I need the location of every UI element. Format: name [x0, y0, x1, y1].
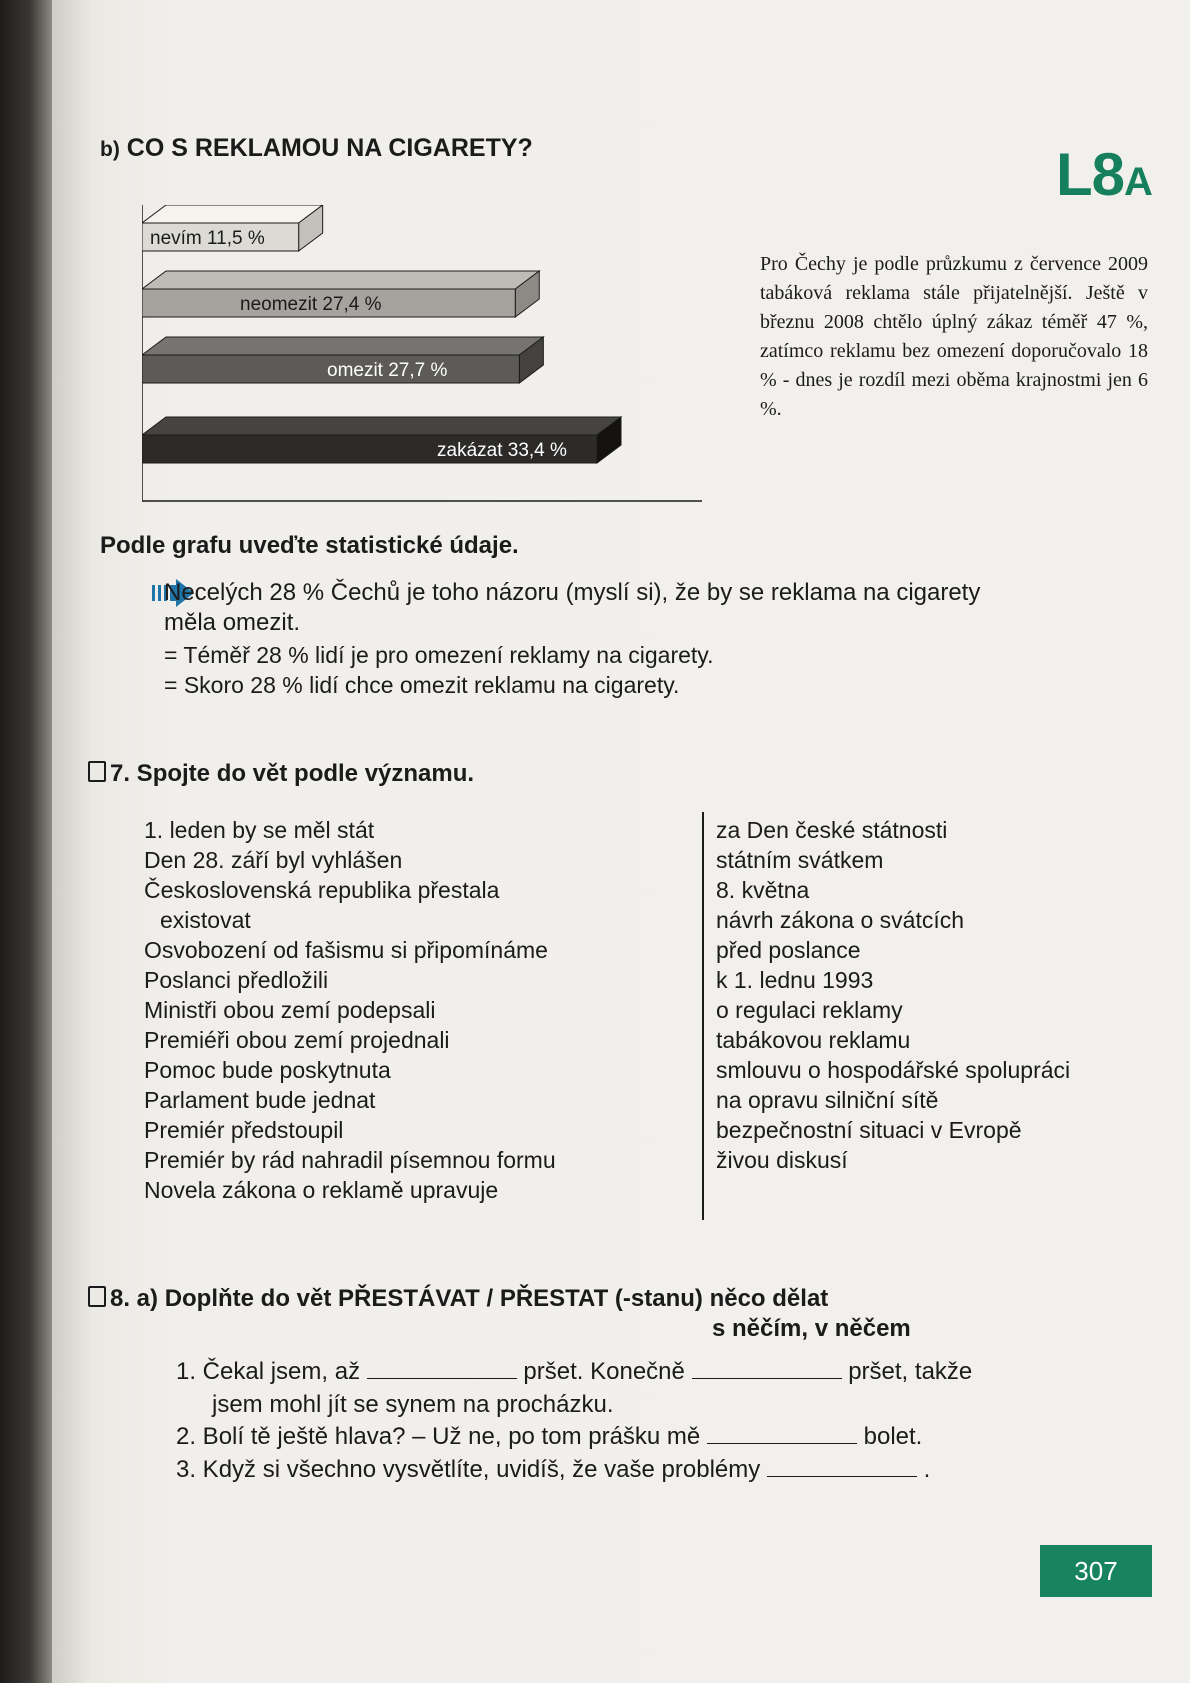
- bar-label: nevím 11,5 %: [150, 228, 265, 249]
- example-alt-1: = Téměř 28 % lidí je pro omezení reklamy na cigarety.: [164, 642, 714, 668]
- example-alt-2: = Skoro 28 % lidí chce omezit reklamu na cigarety.: [164, 672, 680, 698]
- left-item: Poslanci předložili: [144, 967, 329, 993]
- task-7-title: 7. Spojte do vět podle významu.: [88, 760, 474, 788]
- right-item: bezpečnostní situaci v Evropě: [716, 1117, 1022, 1143]
- right-item: o regulaci reklamy: [716, 997, 903, 1023]
- right-item: před poslance: [716, 937, 861, 963]
- lesson-tag: L8A: [1056, 141, 1152, 208]
- right-item: za Den české státnosti: [716, 817, 948, 843]
- left-item: 1. leden by se měl stát: [144, 817, 375, 843]
- bar-chart: [142, 205, 702, 505]
- left-item: existovat: [160, 907, 251, 933]
- checkbox-icon: [88, 761, 106, 782]
- answer-blank[interactable]: [692, 1378, 842, 1379]
- right-item: tabákovou reklamu: [716, 1027, 911, 1053]
- book-spine: [0, 0, 52, 1683]
- task-8-sentence-1-cont: jsem mohl jít se synem na procházku.: [212, 1391, 614, 1418]
- right-item: k 1. lednu 1993: [716, 967, 874, 993]
- checkbox-icon: [88, 1286, 106, 1307]
- left-item: Osvobození od fašismu si připomínáme: [144, 937, 548, 963]
- left-item: Den 28. září byl vyhlášen: [144, 847, 403, 873]
- right-item: 8. května: [716, 877, 810, 903]
- left-item: Československá republika přestala: [144, 877, 500, 903]
- right-item: státním svátkem: [716, 847, 884, 873]
- task-7-left-column: [144, 815, 556, 1205]
- bar-omezit: [142, 337, 543, 383]
- right-item: na opravu silniční sítě: [716, 1087, 939, 1113]
- task-8-subtitle: s něčím, v něčem: [712, 1315, 911, 1342]
- answer-blank[interactable]: [767, 1476, 917, 1477]
- section-b-title: b) CO S REKLAMOU NA CIGARETY?: [100, 134, 533, 162]
- example-sentence-2: měla omezit.: [164, 609, 301, 636]
- bar-nevím: [142, 205, 323, 251]
- textbook-page: [52, 0, 1190, 1683]
- task-8-sentence-3: 3. Když si všechno vysvětlíte, uvidíš, že vaše problémy .: [176, 1456, 931, 1483]
- bar-label: neomezit 27,4 %: [240, 294, 382, 315]
- right-item: návrh zákona o svátcích: [716, 907, 965, 933]
- left-item: Premiér předstoupil: [144, 1117, 344, 1143]
- task-7-right-column: [716, 815, 1070, 1175]
- task-8-title: 8. a) Doplňte do vět PŘESTÁVAT / PŘESTAT (-stanu) něco dělat: [88, 1285, 828, 1313]
- left-item: Novela zákona o reklamě upravuje: [144, 1177, 499, 1203]
- left-item: Premiér by rád nahradil písemnou formu: [144, 1147, 556, 1173]
- right-item: živou diskusí: [716, 1147, 848, 1173]
- task-8-sentence-1: 1. Čekal jsem, až pršet. Konečně pršet, takže: [176, 1358, 973, 1385]
- task-8-sentence-2: 2. Bolí tě ještě hlava? – Už ne, po tom prášku mě bolet.: [176, 1423, 923, 1450]
- bar-neomezit: [142, 271, 539, 317]
- left-item: Parlament bude jednat: [144, 1087, 376, 1113]
- answer-blank[interactable]: [707, 1443, 857, 1444]
- bar-zakázat: [142, 417, 621, 463]
- bar-label: omezit 27,7 %: [327, 360, 448, 381]
- column-divider: [702, 812, 704, 1220]
- left-item: Pomoc bude poskytnuta: [144, 1057, 391, 1083]
- answer-blank[interactable]: [367, 1378, 517, 1379]
- page-number: 307: [1040, 1545, 1152, 1597]
- left-item: Ministři obou zemí podepsali: [144, 997, 436, 1023]
- bar-label: zakázat 33,4 %: [437, 440, 567, 461]
- left-item: Premiéři obou zemí projednali: [144, 1027, 450, 1053]
- instruction: Podle grafu uveďte statistické údaje.: [100, 532, 519, 559]
- example-sentence-1: Necelých 28 % Čechů je toho názoru (myslí si), že by se reklama na cigarety: [164, 579, 981, 606]
- right-item: smlouvu o hospodářské spolupráci: [716, 1057, 1071, 1083]
- survey-paragraph: Pro Čechy je podle průzkumu z července 2009 tabáková reklama stále přijatelnější. Ještě v březnu 2008 chtělo úplný zákaz téměř 47 %, zatímco reklamu bez omezení doporučovalo 18 % - dnes je rozdíl mezi oběma krajnostmi jen 6 %.: [760, 253, 1148, 420]
